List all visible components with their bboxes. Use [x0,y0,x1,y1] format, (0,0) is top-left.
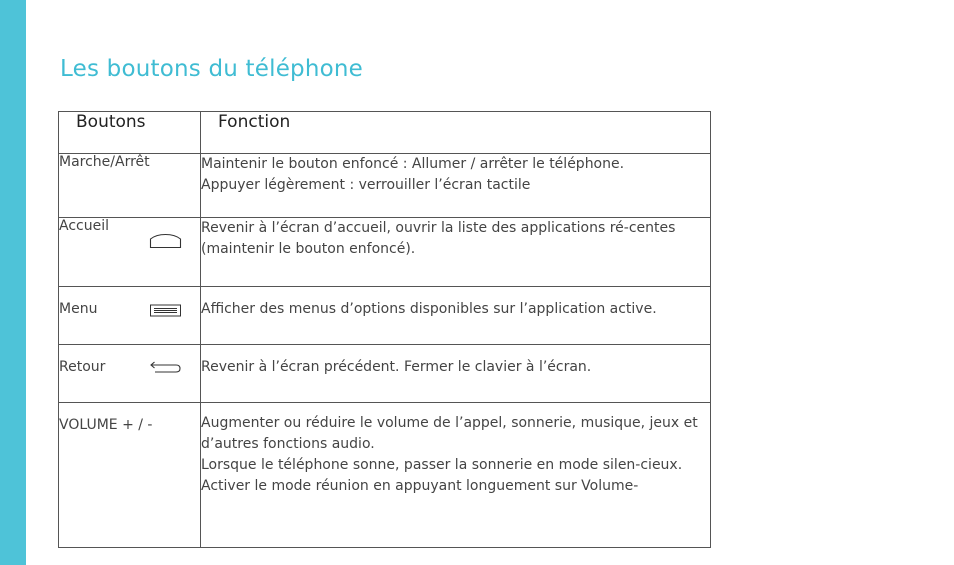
home-icon [149,233,182,249]
side-accent-bar [0,0,26,565]
table-header-row [59,112,711,154]
function-cell-menu [201,287,711,345]
button-cell-home [59,218,201,287]
function-cell-volume [201,403,711,548]
function-text: Augmenter ou réduire le volume de l’appel, sonnerie, musique, jeux et d’autres fonctions audio. [201,415,698,452]
button-cell-volume [59,403,201,548]
back-icon [149,360,182,376]
table-row [59,154,711,218]
function-cell-power [201,154,711,218]
buttons-table [58,111,711,548]
function-text: Revenir à l’écran d’accueil, ouvrir la liste des applications ré-centes (maintenir le bouton enfoncé). [201,220,676,257]
function-text: Revenir à l’écran précédent. Fermer le clavier à l’écran. [201,359,592,375]
button-name-volume: VOLUME + / - [59,417,153,433]
button-name-menu: Menu [59,301,98,317]
function-cell-home [201,218,711,287]
function-text: Appuyer légèrement : verrouiller l’écran tactile [201,177,531,193]
column-header-buttons: Boutons [59,112,201,154]
function-text: Maintenir le bouton enfoncé : Allumer / arrêter le téléphone. [201,156,625,172]
table-row [59,287,711,345]
function-text: Afficher des menus d’options disponibles sur l’application active. [201,301,657,317]
function-text: Lorsque le téléphone sonne, passer la sonnerie en mode silen-cieux. Activer le mode réunion en appuyant longuement sur Volume- [201,457,683,494]
table-row [59,345,711,403]
button-name-home: Accueil [59,218,109,234]
button-name-back: Retour [59,359,106,375]
button-cell-menu [59,287,201,345]
button-name-power: Marche/Arrêt [59,154,150,170]
button-cell-back [59,345,201,403]
page-title: Les boutons du téléphone [60,56,364,82]
column-header-function: Fonction [201,112,711,154]
menu-icon [149,302,182,318]
function-cell-back [201,345,711,403]
button-cell-power [59,154,201,218]
table-row [59,218,711,287]
table-row [59,403,711,548]
